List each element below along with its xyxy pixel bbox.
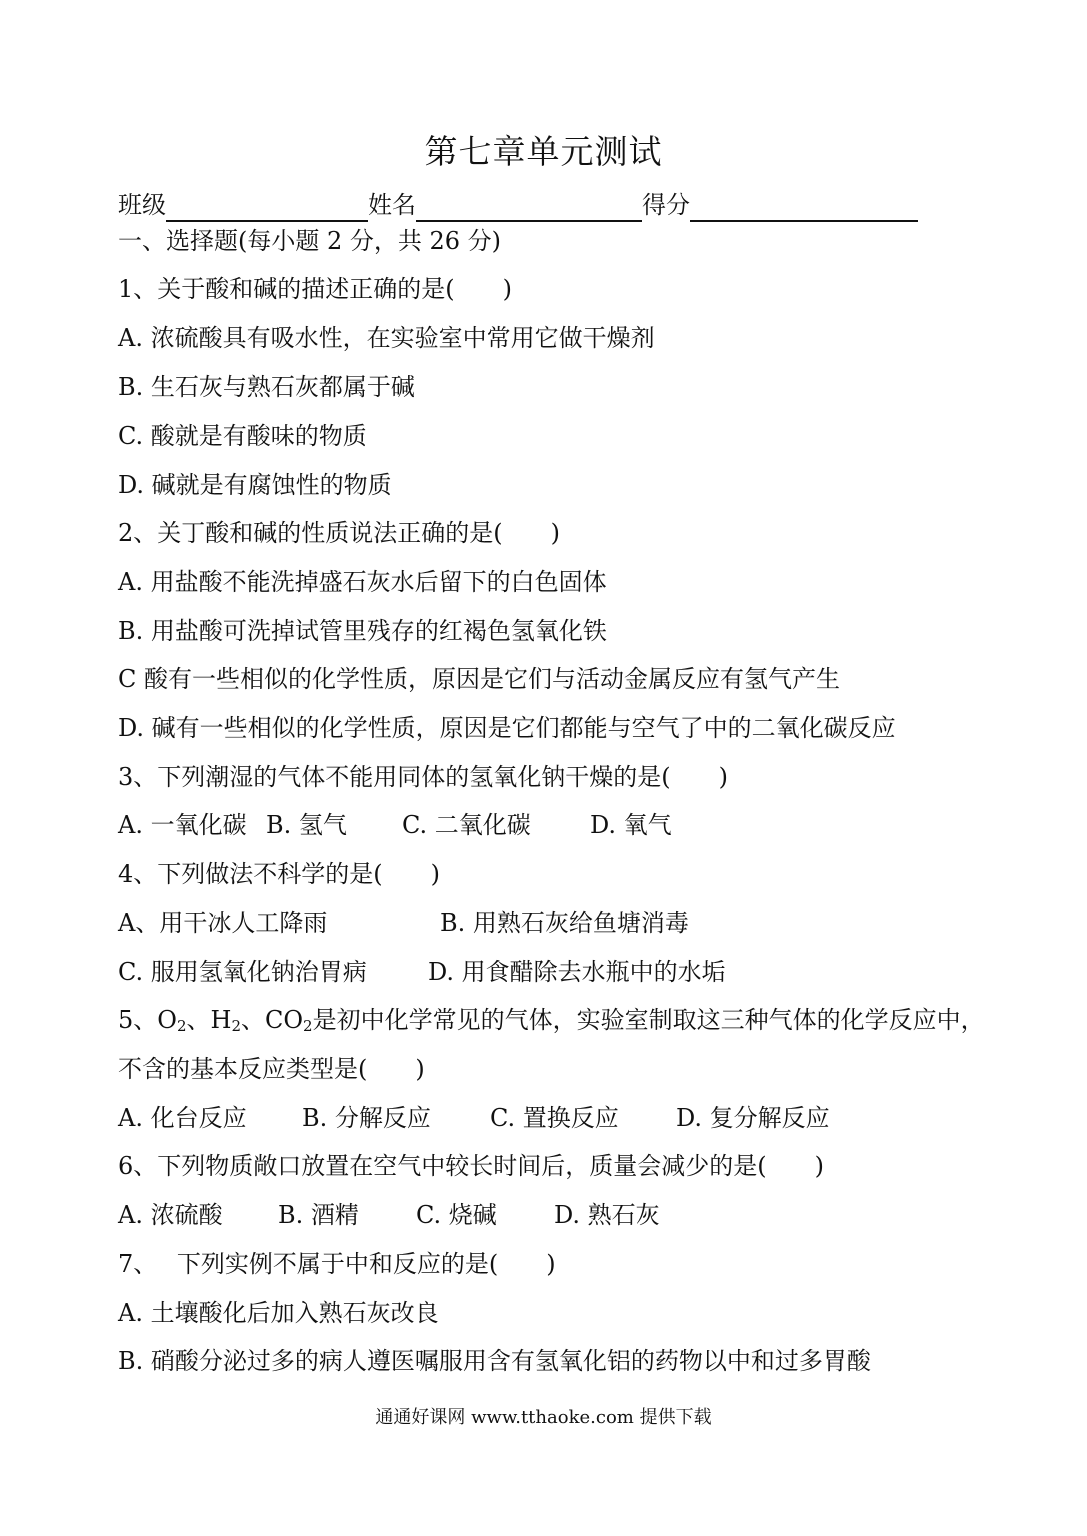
name-label: 姓名 (368, 191, 416, 219)
carbon-dioxide-subscript: 2 (303, 1017, 313, 1035)
oxygen-subscript: 2 (176, 1017, 187, 1035)
question-2-stem: 2、关丁酸和碱的性质说法正确的是( ) (118, 519, 560, 547)
question-5-stem (118, 1003, 985, 1037)
question-7-option-a: A. 土壤酸化后加入熟石灰改良 (118, 1299, 439, 1327)
question-7-option-b: B. 硝酸分泌过多的病人遵医嘱服用含有氢氧化铝的药物以中和过多胃酸 (118, 1347, 871, 1375)
page-title: 第七章单元测试 (424, 132, 663, 171)
oxygen-formula: O (157, 1006, 177, 1034)
question-4-options-row2 (118, 955, 726, 989)
student-info-row (118, 182, 918, 222)
question-1-stem: 1、关于酸和碱的描述正确的是( ) (118, 275, 512, 303)
class-label: 班级 (118, 191, 166, 219)
question-2-option-a: A. 用盐酸不能洗掉盛石灰水后留下的白色固体 (118, 568, 607, 596)
question-5-option-d: D. 复分解反应 (676, 1104, 830, 1132)
question-3-option-a: A. 一氧化碳 (118, 811, 247, 839)
question-1-option-d: D. 碱就是有腐蚀性的物质 (118, 471, 392, 499)
question-5-option-c: C. 置换反应 (490, 1104, 619, 1132)
question-4-option-c: C. 服用氢氧化钠治胃病 (118, 958, 367, 986)
question-6-option-d: D. 熟石灰 (554, 1201, 660, 1229)
hydrogen-formula: 、H (186, 1006, 232, 1034)
question-5-stem-rest: 是初中化学常见的气体，实验室制取这三种气体的化学反应中， (312, 1006, 985, 1034)
class-blank (166, 192, 368, 222)
question-4-option-d: D. 用食醋除去水瓶中的水垢 (428, 958, 726, 986)
question-4-options-row1 (118, 906, 689, 940)
question-6-option-b: B. 酒精 (278, 1201, 359, 1229)
question-3-option-c: C. 二氧化碳 (402, 811, 531, 839)
question-2-option-c: C 酸有一些相似的化学性质，原因是它们与活动金属反应有氢气产生 (118, 665, 840, 693)
question-5-option-a: A. 化台反应 (118, 1104, 247, 1132)
question-6-stem: 6、下列物质敞口放置在空气中较长时间后，质量会减少的是( ) (118, 1152, 824, 1180)
question-3-option-b: B. 氢气 (266, 811, 347, 839)
question-4-option-b: B. 用熟石灰给鱼塘消毒 (440, 909, 689, 937)
question-6-option-c: C. 烧碱 (416, 1201, 497, 1229)
name-blank (416, 192, 642, 222)
score-label: 得分 (642, 191, 690, 219)
question-1-option-a: A. 浓硫酸具有吸水性，在实验室中常用它做干燥剂 (118, 324, 655, 352)
question-3-options (118, 808, 672, 842)
score-blank (690, 192, 918, 222)
question-2-option-b: B. 用盐酸可洗掉试管里残存的红褐色氢氧化铁 (118, 617, 607, 645)
question-2-option-d: D. 碱有一些相似的化学性质，原因是它们都能与空气了中的二氧化碳反应 (118, 714, 896, 742)
question-4-option-a: A、用干冰人工降雨 (118, 909, 328, 937)
hydrogen-subscript: 2 (231, 1017, 241, 1035)
question-1-option-c: C. 酸就是有酸味的物质 (118, 422, 367, 450)
question-5-number: 5、 (118, 1006, 158, 1034)
footer-credit: 通通好课网 www.tthaoke.com 提供下载 (375, 1407, 712, 1428)
question-1-option-b: B. 生石灰与熟石灰都属于碱 (118, 373, 415, 401)
question-7-stem: 7、 下列实例不属于中和反应的是( ) (118, 1250, 556, 1278)
question-3-stem: 3、下列潮湿的气体不能用同体的氢氧化钠干燥的是( ) (118, 763, 728, 791)
question-5-option-b: B. 分解反应 (302, 1104, 431, 1132)
carbon-dioxide-formula: 、CO (241, 1006, 304, 1034)
section-heading: 一、选择题(每小题 2 分，共 26 分) (118, 227, 502, 255)
question-6-option-a: A. 浓硫酸 (118, 1201, 223, 1229)
question-6-options (118, 1198, 660, 1232)
question-3-option-d: D. 氧气 (590, 811, 672, 839)
question-5-options (118, 1101, 830, 1135)
question-5-stem-line2: 不含的基本反应类型是( ) (118, 1055, 425, 1083)
question-4-stem: 4、下列做法不科学的是( ) (118, 860, 440, 888)
